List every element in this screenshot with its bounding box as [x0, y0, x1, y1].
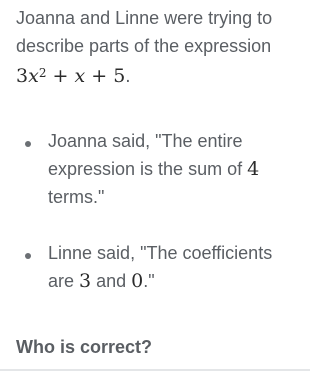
expr-coefficient: 3	[16, 65, 29, 87]
expr-plus: +	[91, 65, 108, 87]
expr-plus: +	[52, 65, 69, 87]
bullet-icon	[25, 141, 31, 147]
bullet-icon	[25, 253, 31, 259]
expr-period: .	[125, 66, 131, 87]
divider	[0, 369, 310, 371]
statement-number: 3	[79, 270, 92, 292]
statement-text: and	[91, 271, 132, 291]
expr-constant: 5	[113, 65, 126, 87]
statement-text: Linne said, "The coefficients are	[48, 243, 273, 291]
question-prompt: Who is correct?	[16, 337, 153, 357]
expr-variable: x	[74, 65, 86, 87]
problem-intro: Joanna and Linne were trying to describe parts of the expression	[16, 8, 273, 56]
statement-number: 0	[131, 270, 144, 292]
statement-number: 4	[247, 158, 260, 180]
expr-variable: x	[28, 65, 39, 87]
statement-text: terms."	[48, 187, 105, 207]
statement-joanna	[48, 127, 303, 211]
statement-text: ."	[143, 271, 155, 291]
statement-linne	[48, 239, 303, 295]
math-expression	[16, 62, 131, 91]
statement-text: Joanna said, "The entire expression is the sum of	[48, 131, 248, 179]
expr-exponent: 2	[38, 66, 47, 80]
